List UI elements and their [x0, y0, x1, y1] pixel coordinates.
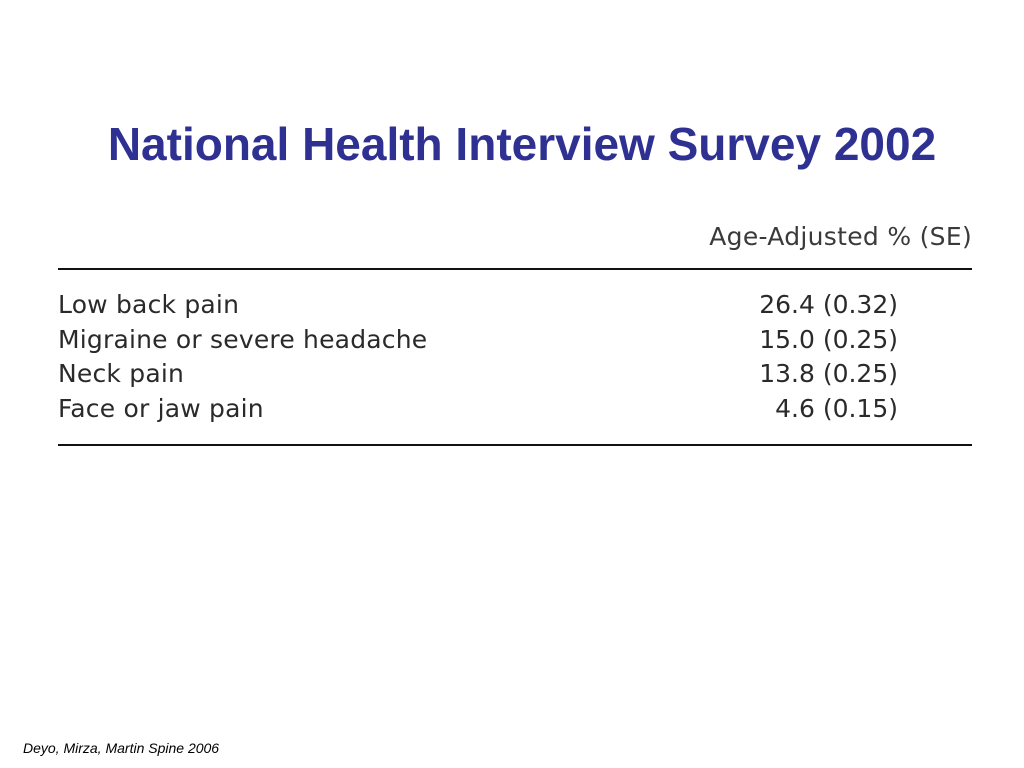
column-header — [58, 220, 972, 260]
row-value: 13.8 (0.25) — [759, 359, 898, 388]
table-row — [58, 359, 972, 394]
table-row — [58, 394, 972, 429]
row-value: 4.6 (0.15) — [775, 393, 898, 423]
row-label: Face or jaw pain — [58, 393, 264, 423]
citation: Deyo, Mirza, Martin Spine 2006 — [23, 740, 220, 756]
row-value: 15.0 (0.25) — [759, 324, 898, 354]
row-value: 26.4 (0.32) — [759, 290, 898, 319]
data-table — [58, 220, 972, 446]
column-header-label: Age-Adjusted % (SE) — [709, 222, 972, 251]
table-row — [58, 325, 972, 360]
table-body — [58, 270, 972, 444]
row-label: Low back pain — [58, 290, 240, 319]
slide-title: National Health Interview Survey 2002 — [107, 118, 937, 170]
row-label: Neck pain — [58, 359, 185, 388]
table-bottom-rule — [58, 444, 972, 446]
row-label: Migraine or severe headache — [58, 324, 428, 354]
table-row — [58, 290, 972, 325]
